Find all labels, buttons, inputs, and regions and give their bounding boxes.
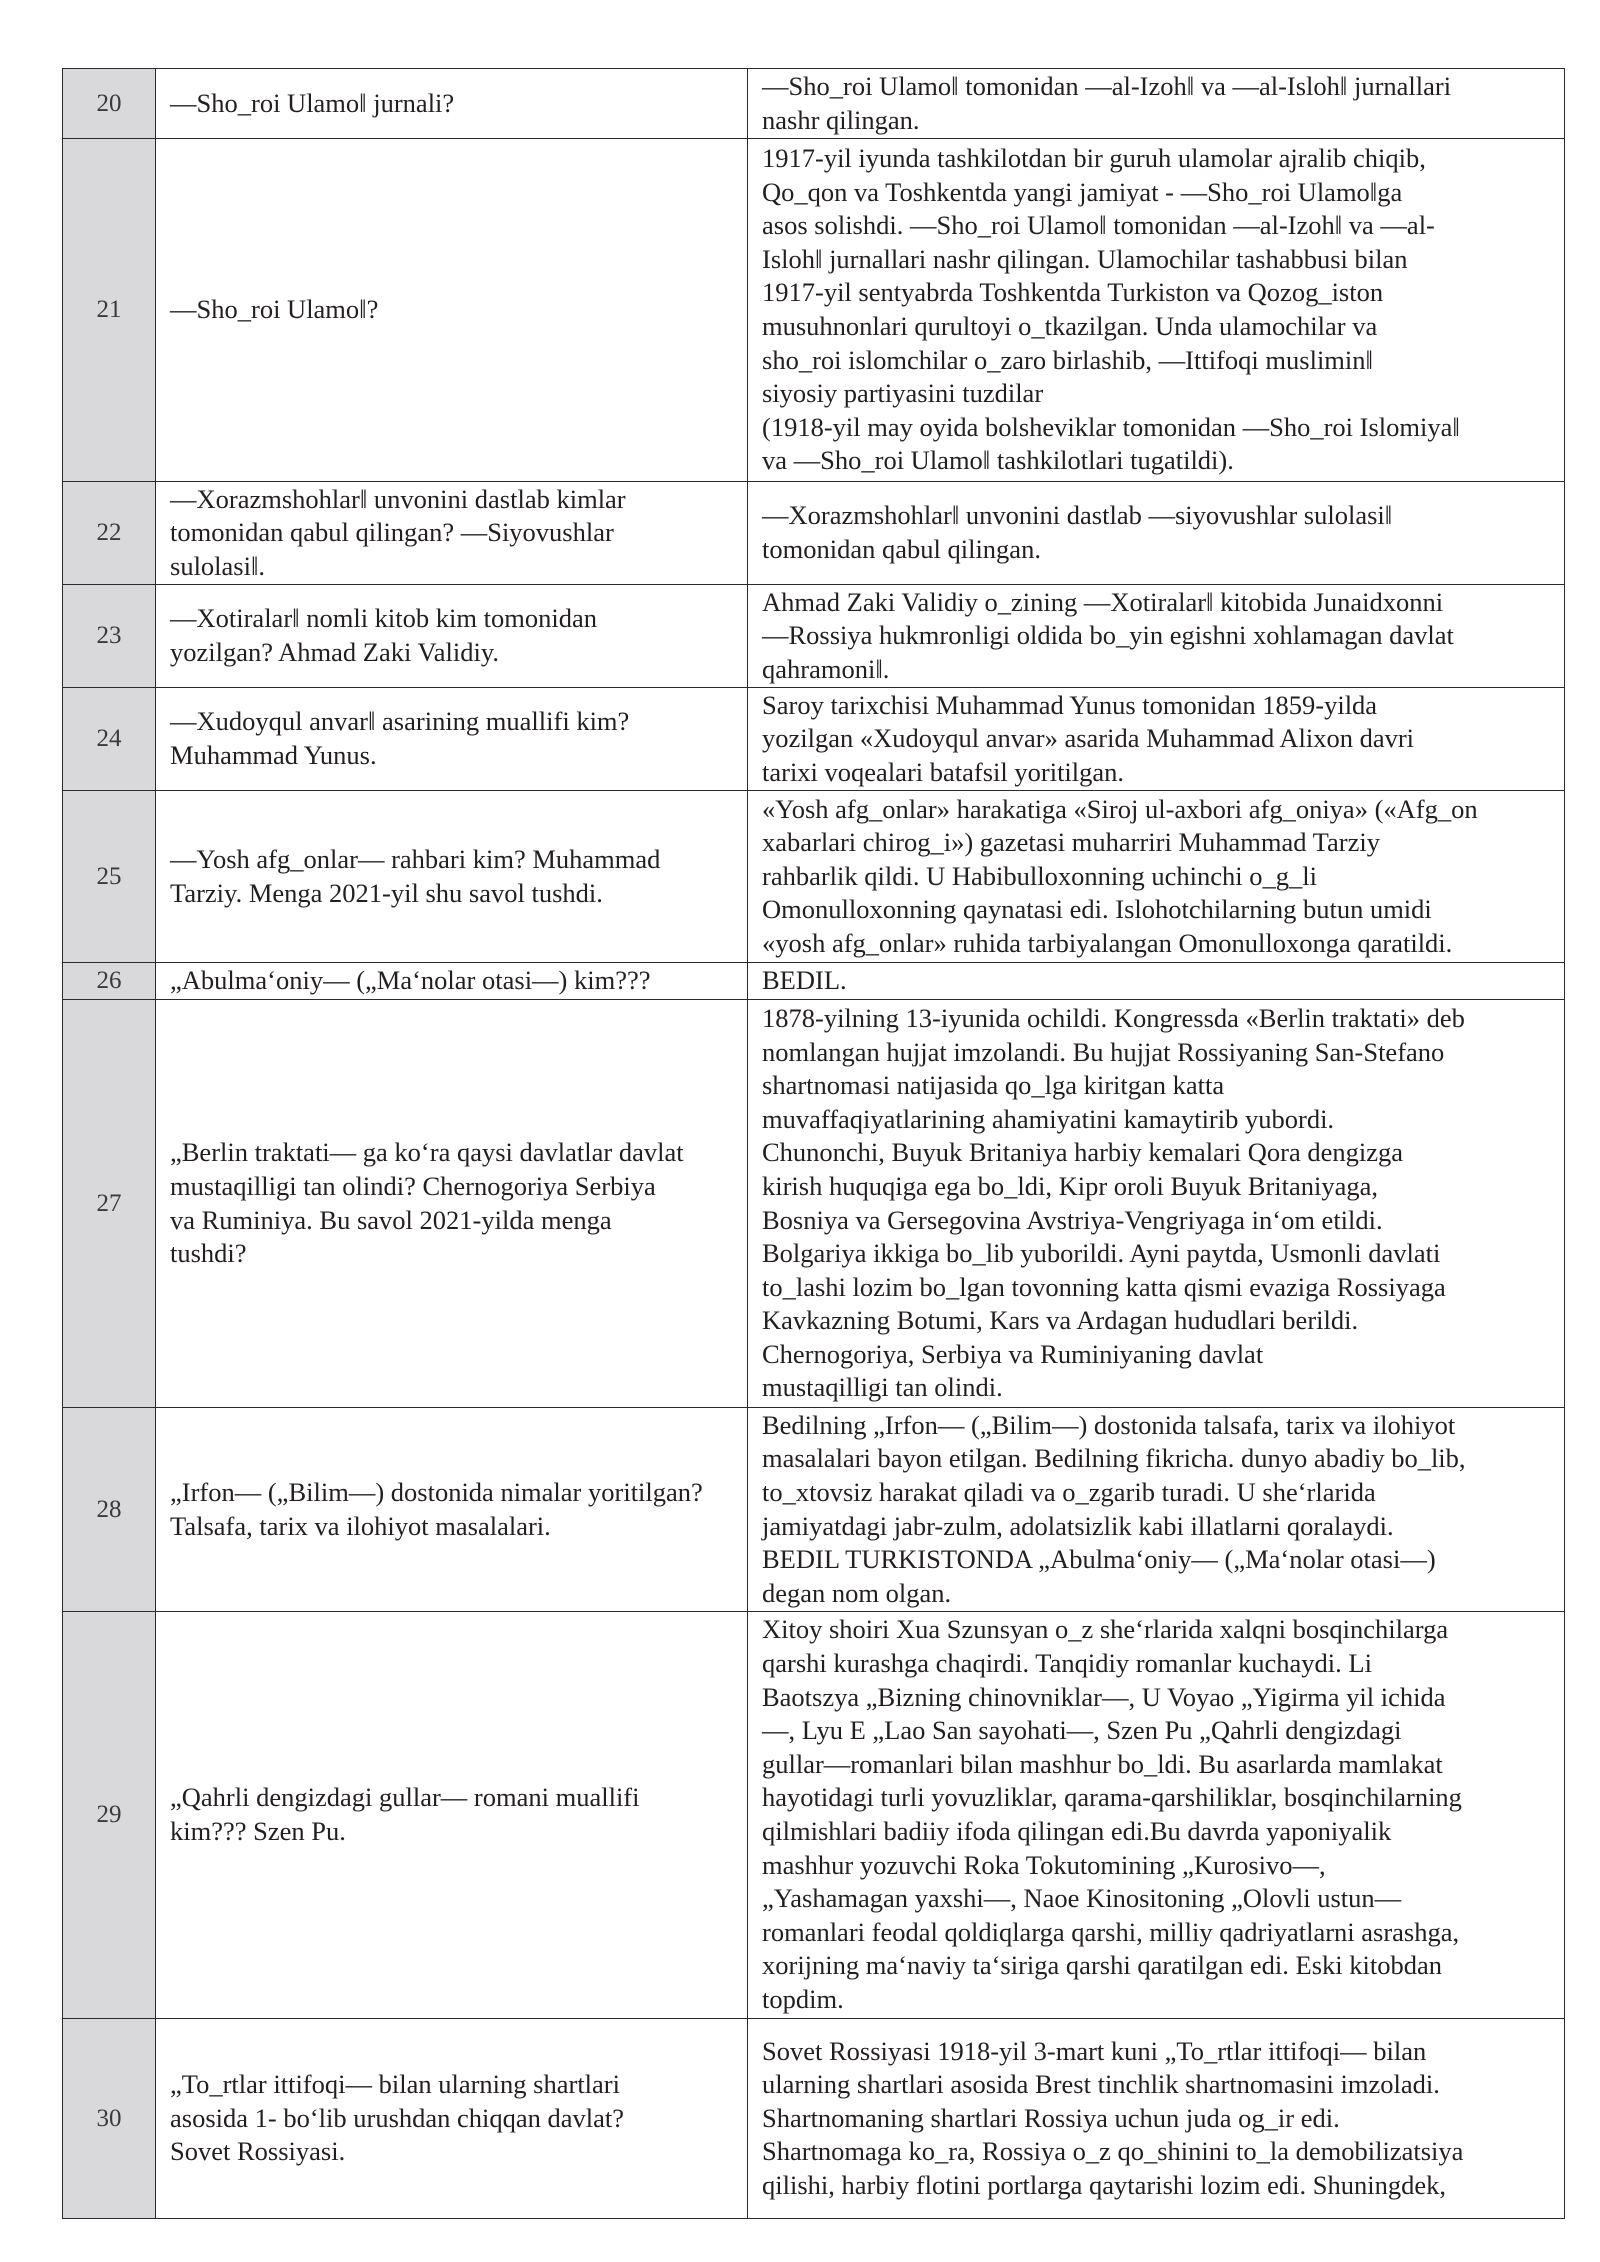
question-cell <box>156 585 748 688</box>
table-row <box>63 791 1565 963</box>
question-cell <box>156 139 748 482</box>
question-text: ―Xudoyqul anvar‖ asarining muallifi kim? Muhammad Yunus. <box>170 706 630 770</box>
question-text: ―Yosh afg_onlar― rahbari kim? Muhammad Tarziy. Menga 2021-yil shu savol tushdi. <box>170 843 661 908</box>
question-cell <box>156 1000 748 1408</box>
table-row <box>63 585 1565 688</box>
qa-table-body <box>63 69 1565 2219</box>
row-number: 27 <box>63 1000 156 1408</box>
table-row <box>63 1000 1565 1408</box>
row-number: 26 <box>63 963 156 1000</box>
question-cell <box>156 1408 748 1612</box>
question-text: ―Xotiralar‖ nomli kitob kim tomonidan yozilgan? Ahmad Zaki Validiy. <box>170 603 597 667</box>
question-text: ―Xorazmshohlar‖ unvonini dastlab kimlar tomonidan qabul qilingan? ―Siyovushlar sulolasi‖. <box>170 483 626 581</box>
row-number: 20 <box>63 69 156 139</box>
question-text: ―Sho_roi Ulamo‖ jurnali? <box>170 87 455 118</box>
answer-cell <box>748 963 1565 1000</box>
row-number: 21 <box>63 139 156 482</box>
question-cell <box>156 791 748 963</box>
answer-text: 1878-yilning 13-iyunida ochildi. Kongressda «Berlin traktati» deb nomlangan hujjat imzolandi. Bu hujjat Rossiyaning San-Stefano shartnomasi natijasida qo_lga kiritgan katta muvaffaqiyatlarining ahamiyatini kamaytirib yubordi. Chunonchi, Buyuk Britaniya harbiy kemalari Qora dengizga kirish huquqiga ega bo_ldi, Kipr oroli Buyuk Britaniyaga, Bosniya va Gersegovina Avstriya-Vengriyaga in‘om etildi. Bolgariya ikkiga bo_lib yuborildi. Ayni paytda, Usmonli davlati to_lashi lozim bo_lgan tovonning katta qismi evaziga Rossiyaga Kavkazning Botumi, Kars va Ardagan hududlari berildi. Chernogoriya, Serbiya va Ruminiyaning davlat mustaqilligi tan olindi. <box>762 1002 1465 1403</box>
row-number: 25 <box>63 791 156 963</box>
answer-cell <box>748 482 1565 585</box>
row-number: 22 <box>63 482 156 585</box>
answer-text: BEDIL. <box>762 965 847 996</box>
table-row <box>63 963 1565 1000</box>
answer-text: «Yosh afg_onlar» harakatiga «Siroj ul-axbori afg_oniya» («Afg_on xabarlari chirog_i») gazetasi muharriri Muhammad Tarziy rahbarlik qildi. U Habibulloxonning uchinchi o_g_li Omonulloxonning qaynatasi edi. Islohotchilarning butun umidi «yosh afg_onlar» ruhida tarbiyalangan Omonulloxonga qaratildi. <box>762 793 1478 958</box>
question-text: „Qahrli dengizdagi gullar― romani muallifi kim??? Szen Pu. <box>170 1782 640 1846</box>
row-number: 30 <box>63 2019 156 2219</box>
answer-text: ―Xorazmshohlar‖ unvonini dastlab ―siyovushlar sulolasi‖ tomonidan qabul qilingan. <box>762 500 1393 564</box>
answer-cell <box>748 1612 1565 2019</box>
row-number: 23 <box>63 585 156 688</box>
question-cell <box>156 69 748 139</box>
answer-text: ―Sho_roi Ulamo‖ tomonidan ―al-Izoh‖ va ―al-Isloh‖ jurnallari nashr qilingan. <box>762 70 1452 135</box>
answer-text: Ahmad Zaki Validiy o_zining ―Xotiralar‖ kitobida Junaidxonni ―Rossiya hukmronligi oldida bo_yin egishni xohlamagan davlat qahramoni‖. <box>762 586 1454 684</box>
table-row <box>63 139 1565 482</box>
question-text: ―Sho_roi Ulamo‖? <box>170 294 379 325</box>
answer-text: Saroy tarixchisi Muhammad Yunus tomonidan 1859-yilda yozilgan «Xudoyqul anvar» asarida Muhammad Alixon davri tarixi voqealari batafsil yoritilgan. <box>762 689 1415 787</box>
answer-cell <box>748 1408 1565 1612</box>
question-cell <box>156 482 748 585</box>
answer-text: 1917-yil iyunda tashkilotdan bir guruh ulamolar ajralib chiqib, Qo_qon va Toshkentda yangi jamiyat - ―Sho_roi Ulamo‖ga asos solishdi. ―Sho_roi Ulamo‖ tomonidan ―al-Izoh‖ va ―al- Isloh‖ jurnallari nashr qilingan. Ulamochilar tashabbusi bilan 1917-yil sentyabrda Toshkentda Turkiston va Qozog_iston musuhnonlari qurultoyi o_tkazilgan. Unda ulamochilar va sho_roi islomchilar o_zaro birlashib, ―Ittifoqi muslimin‖ siyosiy partiyasini tuzdilar (1918-yil may oyida bolsheviklar tomonidan ―Sho_roi Islomiya‖ va ―Sho_roi Ulamo‖ tashkilotlari tugatildi). <box>762 143 1460 476</box>
answer-cell <box>748 791 1565 963</box>
answer-cell <box>748 1000 1565 1408</box>
question-cell <box>156 688 748 791</box>
table-row <box>63 1408 1565 1612</box>
answer-text: Xitoy shoiri Xua Szunsyan o_z she‘rlarida xalqni bosqinchilarga qarshi kurashga chaqirdi. Tanqidiy romanlar kuchaydi. Li Baotszya „Bizning chinovniklar―, U Voyao „Yigirma yil ichida ―, Lyu E „Lao San sayohati―, Szen Pu „Qahrli dengizdagi gullar―romanlari bilan mashhur bo_ldi. Bu asarlarda mamlakat hayotidagi turli yovuzliklar, qarama-qarshiliklar, bosqinchilarning qilmishlari badiiy ifoda qilingan edi.Bu davrda yaponiyalik mashhur yozuvchi Roka Tokutomining „Kurosivo―, „Yashamagan yaxshi―, Naoe Kinositoning „Olovli ustun― romanlari feodal qoldiqlarga qarshi, milliy qadriyatlarni asrashga, xorijning ma‘naviy ta‘siriga qarshi qaratilgan edi. Eski kitobdan topdim. <box>762 1614 1462 2014</box>
row-number: 29 <box>63 1612 156 2019</box>
answer-cell <box>748 2019 1565 2219</box>
answer-cell <box>748 585 1565 688</box>
table-row <box>63 688 1565 791</box>
question-cell <box>156 2019 748 2219</box>
question-text: „Abulma‘oniy― („Ma‘nolar otasi―) kim??? <box>170 965 651 996</box>
question-cell <box>156 1612 748 2019</box>
question-text: „Berlin traktati― ga ko‘ra qaysi davlatlar davlat mustaqilligi tan olindi? Chernogoriya Serbiya va Ruminiya. Bu savol 2021-yilda menga tushdi? <box>170 1137 684 1269</box>
table-row <box>63 1612 1565 2019</box>
question-text: „To_rtlar ittifoqi― bilan ularning shartlari asosida 1- bo‘lib urushdan chiqqan davlat? Sovet Rossiyasi. <box>170 2069 625 2167</box>
answer-cell <box>748 688 1565 791</box>
qa-table <box>62 68 1565 2219</box>
question-text: „Irfon― („Bilim―) dostonida nimalar yoritilgan? Talsafa, tarix va ilohiyot masalalari. <box>170 1476 703 1541</box>
answer-cell <box>748 139 1565 482</box>
row-number: 28 <box>63 1408 156 1612</box>
question-cell <box>156 963 748 1000</box>
table-row <box>63 2019 1565 2219</box>
row-number: 24 <box>63 688 156 791</box>
table-row <box>63 482 1565 585</box>
table-row <box>63 69 1565 139</box>
answer-text: Bedilning „Irfon― („Bilim―) dostonida talsafa, tarix va ilohiyot masalalari bayon etilgan. Bedilning fikricha. dunyo abadiy bo_lib, to_xtovsiz harakat qiladi va o_zgarib turadi. U she‘rlarida jamiyatdagi jabr-zulm, adolatsizlik kabi illatlarni qoralaydi. BEDIL TURKISTONDA „Abulma‘oniy― („Ma‘nolar otasi―) degan nom olgan. <box>762 1409 1466 1608</box>
answer-cell <box>748 69 1565 139</box>
answer-text: Sovet Rossiyasi 1918-yil 3-mart kuni „To_rtlar ittifoqi― bilan ularning shartlari asosida Brest tinchlik shartnomasini imzoladi. Shartnomaning shartlari Rossiya uchun juda og_ir edi. Shartnomaga ko_ra, Rossiya o_z qo_shinini to_la demobilizatsiya qilishi, harbiy flotini portlarga qaytarishi lozim edi. Shuningdek, <box>762 2035 1464 2200</box>
